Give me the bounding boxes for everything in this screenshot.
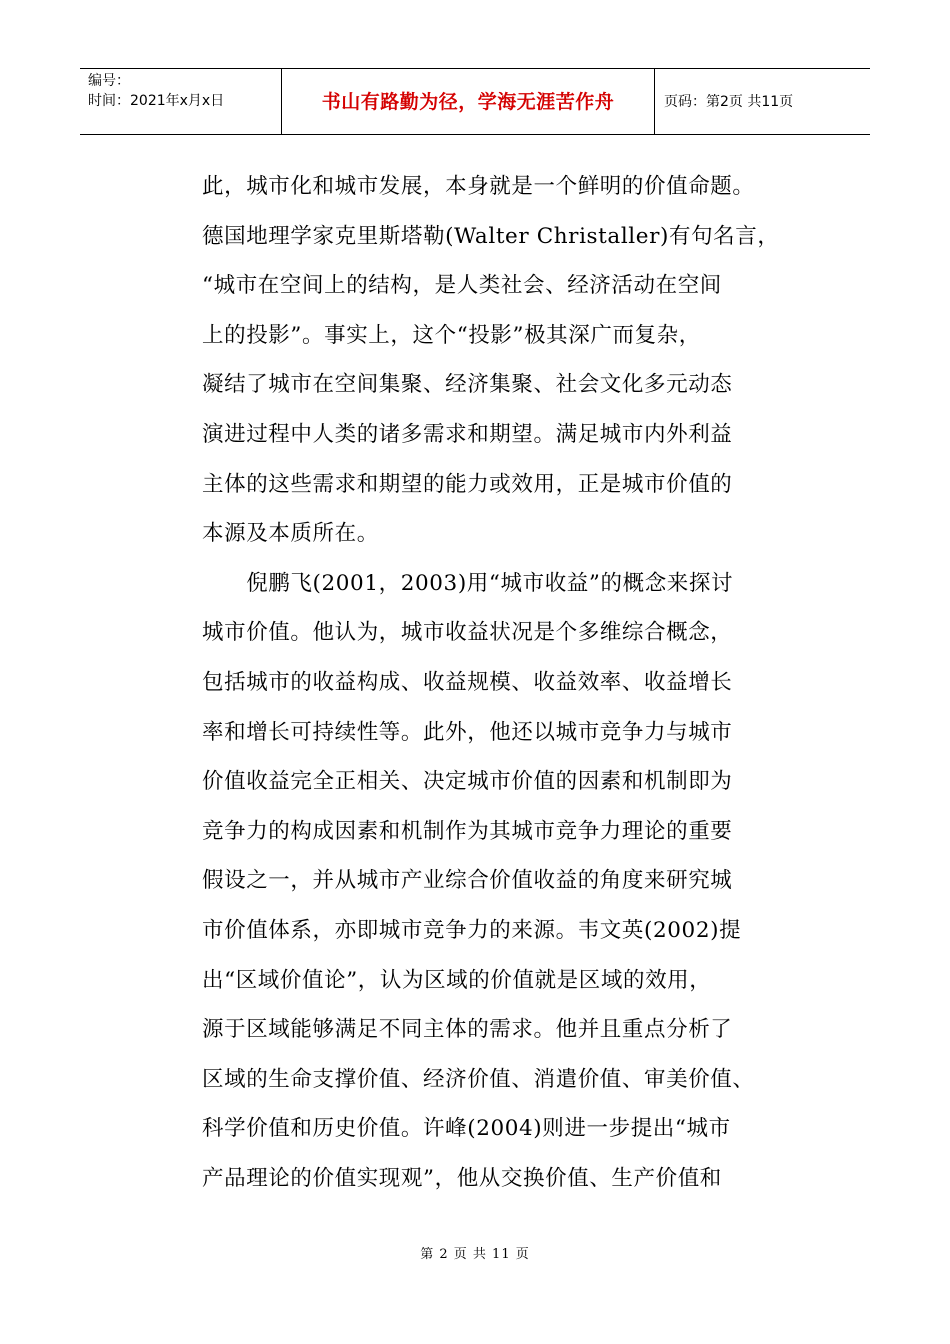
header-meta xyxy=(88,71,278,111)
text-line: 产品理论的价值实现观”，他从交换价值、生产价值和 xyxy=(202,1165,722,1191)
document-time-label: 时间：2021年x月x日 xyxy=(88,93,225,109)
text-line: 包括城市的收益构成、收益规模、收益效率、收益增长 xyxy=(202,669,733,695)
text-line: 倪鹏飞(2001，2003)用“城市收益”的概念来探讨 xyxy=(202,570,734,596)
text-line: 本源及本质所在。 xyxy=(202,521,379,547)
text-line: 市价值体系，亦即城市竞争力的来源。韦文英(2002)提 xyxy=(202,917,742,943)
text-line: 凝结了城市在空间集聚、经济集聚、社会文化多元动态 xyxy=(202,372,733,398)
text-line: 演进过程中人类的诸多需求和期望。满足城市内外利益 xyxy=(202,421,733,447)
text-line: 上的投影”。事实上，这个“投影”极其深广而复杂， xyxy=(202,322,701,348)
text-line: “城市在空间上的结构，是人类社会、经济活动在空间 xyxy=(202,273,722,299)
text-line: 率和增长可持续性等。此外，他还以城市竞争力与城市 xyxy=(202,719,733,745)
text-line: 价值收益完全正相关、决定城市价值的因素和机制即为 xyxy=(202,769,733,795)
text-line: 主体的这些需求和期望的能力或效用，正是城市价值的 xyxy=(202,471,733,497)
text-line: 源于区域能够满足不同主体的需求。他并且重点分析了 xyxy=(202,1017,733,1043)
text-line: 出“区域价值论”，认为区域的价值就是区域的效用， xyxy=(202,967,712,993)
header-page-info: 页码：第2页 共11页 xyxy=(664,94,794,110)
header-motto: 书山有路勤为径，学海无涯苦作舟 xyxy=(321,91,615,113)
text-line: 竞争力的构成因素和机制作为其城市竞争力理论的重要 xyxy=(202,818,733,844)
document-number-label: 编号： xyxy=(88,73,130,89)
body-text xyxy=(202,162,782,1203)
text-line: 假设之一，并从城市产业综合价值收益的角度来研究城 xyxy=(202,868,733,894)
header-divider-right xyxy=(654,69,655,135)
text-line: 德国地理学家克里斯塔勒(Walter Christaller)有句名言， xyxy=(202,223,780,249)
text-line: 科学价值和历史价值。许峰(2004)则进一步提出“城市 xyxy=(202,1116,731,1142)
text-line: 此，城市化和城市发展，本身就是一个鲜明的价值命题。 xyxy=(202,174,755,199)
page-header xyxy=(80,68,870,135)
page-footer: 第 2 页 共 11 页 xyxy=(420,1247,530,1262)
text-line: 城市价值。他认为，城市收益状况是个多维综合概念， xyxy=(202,620,733,646)
text-line: 区域的生命支撑价值、经济价值、消遣价值、审美价值、 xyxy=(202,1066,755,1092)
